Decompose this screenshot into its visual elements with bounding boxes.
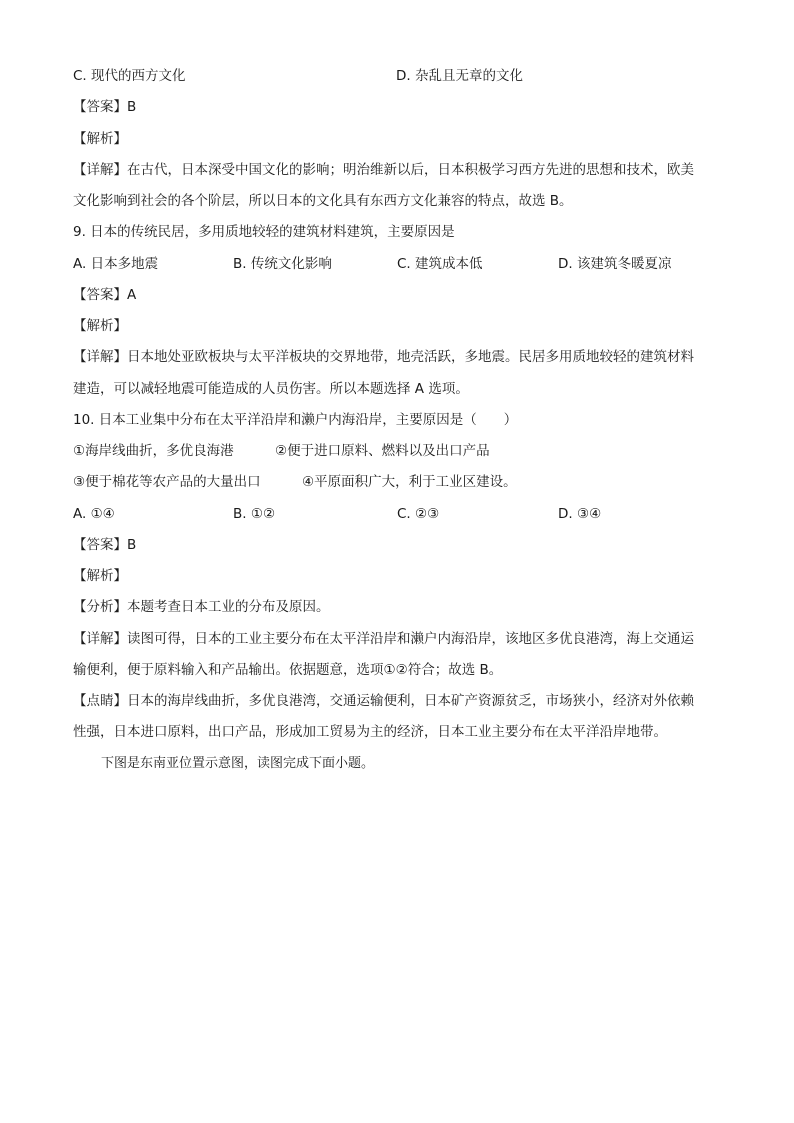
q9-question: 9. 日本的传统民居，多用质地较轻的建筑材料建筑，主要原因是 [73, 224, 455, 240]
q8-analysis-label: 【解析】 [73, 131, 127, 147]
q8-option-d[interactable]: D. 杂乱且无章的文化 [396, 68, 523, 84]
q8-option-c[interactable]: C. 现代的西方文化 [73, 68, 186, 84]
q10-answer: 【答案】B [73, 537, 137, 553]
q9-answer: 【答案】A [73, 287, 137, 303]
q8-detail-line2: 文化影响到社会的各个阶层，所以日本的文化具有东西方文化兼容的特点，故选 B。 [73, 193, 573, 209]
q9-analysis-label: 【解析】 [73, 318, 127, 334]
q10-option-c[interactable]: C. ②③ [397, 506, 440, 522]
q9-detail-line2: 建造，可以减轻地震可能造成的人员伤害。所以本题选择 A 选项。 [73, 381, 469, 397]
q10-detail-line1: 【详解】读图可得，日本的工业主要分布在太平洋沿岸和濑户内海沿岸，该地区多优良港湾，海上交通运 [73, 631, 694, 647]
q10-analysis-label: 【解析】 [73, 568, 127, 584]
q9-option-b[interactable]: B. 传统文化影响 [233, 256, 332, 272]
q10-question: 10. 日本工业集中分布在太平洋沿岸和濑户内海沿岸，主要原因是（ ） [73, 412, 518, 428]
q8-answer: 【答案】B [73, 99, 137, 115]
q9-option-a[interactable]: A. 日本多地震 [73, 256, 159, 272]
map-intro-text: 下图是东南亚位置示意图，读图完成下面小题。 [101, 756, 375, 771]
q9-option-d[interactable]: D. 该建筑冬暖夏凉 [558, 256, 672, 272]
q10-statement-3: ③便于棉花等农产品的大量出口 [73, 474, 261, 490]
q10-statement-4: ④平原面积广大，利于工业区建设。 [302, 474, 517, 490]
q10-comment-line2: 性强，日本进口原料，出口产品，形成加工贸易为主的经济，日本工业主要分布在太平洋沿岸地带。 [73, 724, 667, 740]
q10-analysis: 【分析】本题考查日本工业的分布及原因。 [73, 599, 330, 615]
q10-comment-line1: 【点睛】日本的海岸线曲折，多优良港湾，交通运输便利，日本矿产资源贫乏，市场狭小，经济对外依赖 [73, 693, 694, 709]
q9-detail-line1: 【详解】日本地处亚欧板块与太平洋板块的交界地带，地壳活跃，多地震。民居多用质地较轻的建筑材料 [73, 349, 694, 365]
q10-statement-2: ②便于进口原料、燃料以及出口产品 [275, 443, 490, 459]
q10-option-a[interactable]: A. ①④ [73, 506, 115, 522]
q10-detail-line2: 输便利，便于原料输入和产品输出。依据题意，选项①②符合；故选 B。 [73, 662, 503, 678]
q8-detail-line1: 【详解】在古代，日本深受中国文化的影响；明治维新以后，日本积极学习西方先进的思想和技术，欧美 [73, 162, 694, 178]
q10-option-b[interactable]: B. ①② [233, 506, 276, 522]
q9-option-c[interactable]: C. 建筑成本低 [397, 256, 483, 272]
q10-option-d[interactable]: D. ③④ [558, 506, 602, 522]
q10-statement-1: ①海岸线曲折，多优良海港 [73, 443, 234, 459]
